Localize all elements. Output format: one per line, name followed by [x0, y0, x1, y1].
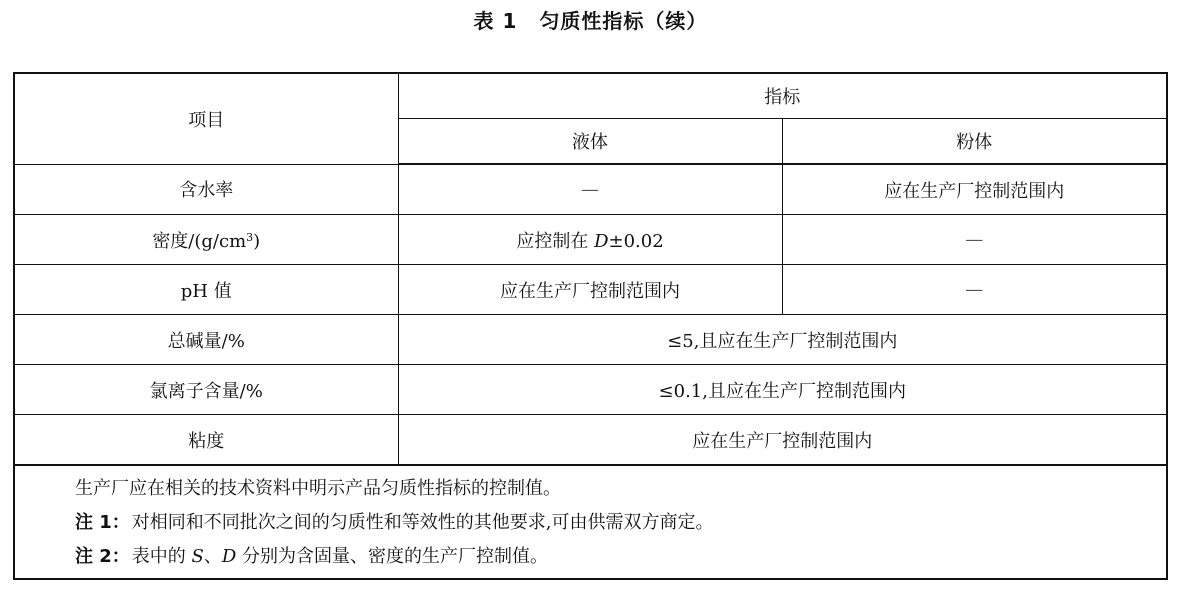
note-2-tag: 注 2：: [75, 546, 130, 567]
note-2: 注 2： 表中的 S、D 分别为含固量、密度的生产厂控制值。: [75, 546, 549, 567]
table-number: 表 1: [473, 9, 518, 33]
notes-row: [14, 465, 1167, 579]
row-merged-value: 应在生产厂控制范围内: [398, 415, 1167, 466]
table-title: 匀质性指标（续）: [539, 9, 708, 33]
table-caption: [0, 4, 1181, 38]
header-indicator: 指标: [398, 73, 1167, 119]
note-1-tag: 注 1：: [75, 512, 130, 533]
homogeneity-indicator-table: [13, 72, 1168, 580]
row-item: 含水率: [14, 164, 398, 215]
header-item: 项目: [14, 73, 398, 164]
table-row: [14, 415, 1167, 466]
row-powder-value: —: [782, 215, 1167, 265]
row-merged-value: ≤0.1,且应在生产厂控制范围内: [398, 365, 1167, 415]
note-1: [75, 506, 1166, 540]
note-1-text: 对相同和不同批次之间的匀质性和等效性的其他要求,可由供需双方商定。: [131, 512, 714, 533]
note-general: 生产厂应在相关的技术资料中明示产品匀质性指标的控制值。: [75, 478, 561, 499]
row-liquid-value: 应在生产厂控制范围内: [398, 265, 782, 315]
row-liquid-value: 应控制在 D±0.02: [398, 215, 782, 265]
table-row: [14, 265, 1167, 315]
table-row: [14, 215, 1167, 265]
row-liquid-value: —: [398, 164, 782, 215]
row-item: pH 值: [14, 265, 398, 315]
header-powder: 粉体: [782, 119, 1167, 165]
row-item: 氯离子含量/%: [14, 365, 398, 415]
row-item: 粘度: [14, 415, 398, 466]
table-notes: [14, 465, 1167, 579]
table-row: [14, 315, 1167, 365]
row-item: 密度$/(g/cm^3)$: [14, 215, 398, 265]
row-powder-value: —: [782, 265, 1167, 315]
header-liquid: 液体: [398, 119, 782, 165]
row-merged-value: ≤5,且应在生产厂控制范围内: [398, 315, 1167, 365]
row-powder-value: 应在生产厂控制范围内: [782, 164, 1167, 215]
table-row: [14, 164, 1167, 215]
table-row: [14, 365, 1167, 415]
row-item: 总碱量/%: [14, 315, 398, 365]
